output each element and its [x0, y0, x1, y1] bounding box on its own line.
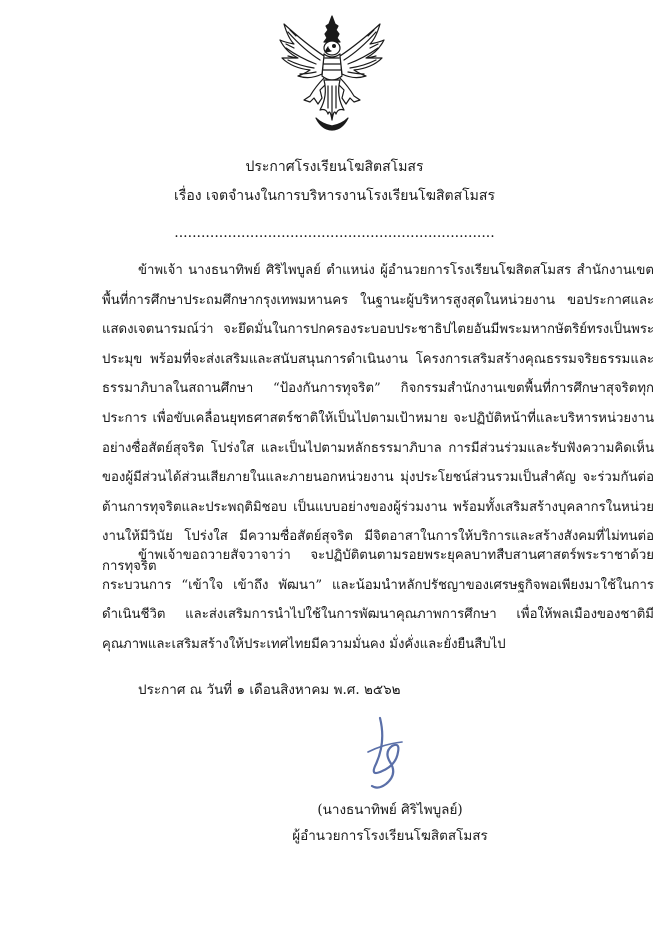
separator-line: ........................................................................: [174, 225, 495, 241]
body-paragraph-2: ข้าพเจ้าขอถวายสัจวาจาว่า จะปฏิบัติตนตามรอยพระยุคลบาทสืบสานศาสตร์พระราชาด้วยกระบวนการ “เข้าใจ เข้าถึง พัฒนา” และน้อมนำหลักปรัชญาของเศรษฐกิจพอเพียงมาใช้ในการดำเนินชีวิต และส่งเสริมการนำไปใช้ในการพัฒนาคุณภาพการศึกษา เพื่อให้พลเมืองของชาติมีคุณภาพและเสริมสร้างให้ประเทศไทยมีความมั่นคง มั่งคั่งและยั่งยืนสืบไป: [102, 548, 654, 652]
issue-date: ประกาศ ณ วันที่ ๑ เดือนสิงหาคม พ.ศ. ๒๕๖๒: [138, 682, 401, 698]
announcement-title: ประกาศโรงเรียนโฆสิตสโมสร: [245, 159, 424, 175]
signature-icon: [350, 712, 420, 792]
announcement-subject: เรื่อง เจตจำนงในการบริหารงานโรงเรียนโฆสิตสโมสร: [174, 188, 495, 204]
signer-title: ผู้อำนวยการโรงเรียนโฆสิตสโมสร: [292, 828, 488, 844]
body-paragraph-1: ข้าพเจ้า นางธนาทิพย์ ศิริไพบูลย์ ตำแหน่ง ผู้อำนวยการโรงเรียนโฆสิตสโมสร สำนักงานเขตพื้นที่การศึกษาประถมศึกษากรุงเทพมหานคร ในฐานะผู้บริหารสูงสุดในหน่วยงาน ขอประกาศและแสดงเจตนารมณ์ว่า จะยึดมั่นในการปกครองระบอบประชาธิปไตยอันมีพระมหากษัตริย์ทรงเป็นพระประมุข พร้อมที่จะส่งเสริมและสนับสนุนการดำเนินงาน โครงการเสริมสร้างคุณธรรมจริยธรรมและธรรมาภิบาลในสถานศึกษา “ป้องกันการทุจริต” กิจกรรมสำนักงานเขตพื้นที่การศึกษาสุจริตทุกประการ เพื่อขับเคลื่อนยุทธศาสตร์ชาติให้เป็นไปตามเป้าหมาย จะปฏิบัติหน้าที่และบริหารหน่วยงานอย่างซื่อสัตย์สุจริต โปร่งใส และเป็นไปตามหลักธรรมาภิบาล การมีส่วนร่วมและรับฟังความคิดเห็นของผู้มีส่วนได้ส่วนเสียภายในและภายนอกหน่วยงาน มุ่งประโยชน์ส่วนรวมเป็นสำคัญ จะร่วมกันต่อต้านการทุจริตและประพฤติมิชอบ เป็นแบบอย่างของผู้ร่วมงาน พร้อมทั้งเสริมสร้างบุคลากรในหน่วยงานให้มีวินัย โปร่งใส มีความซื่อสัตย์สุจริต มีจิตอาสาในการให้บริการและสร้างสังคมที่ไม่ทนต่อการทุจริต: [102, 263, 654, 574]
signer-name: (นางธนาทิพย์ ศิริไพบูลย์): [317, 802, 463, 818]
garuda-emblem-icon: [276, 14, 388, 132]
